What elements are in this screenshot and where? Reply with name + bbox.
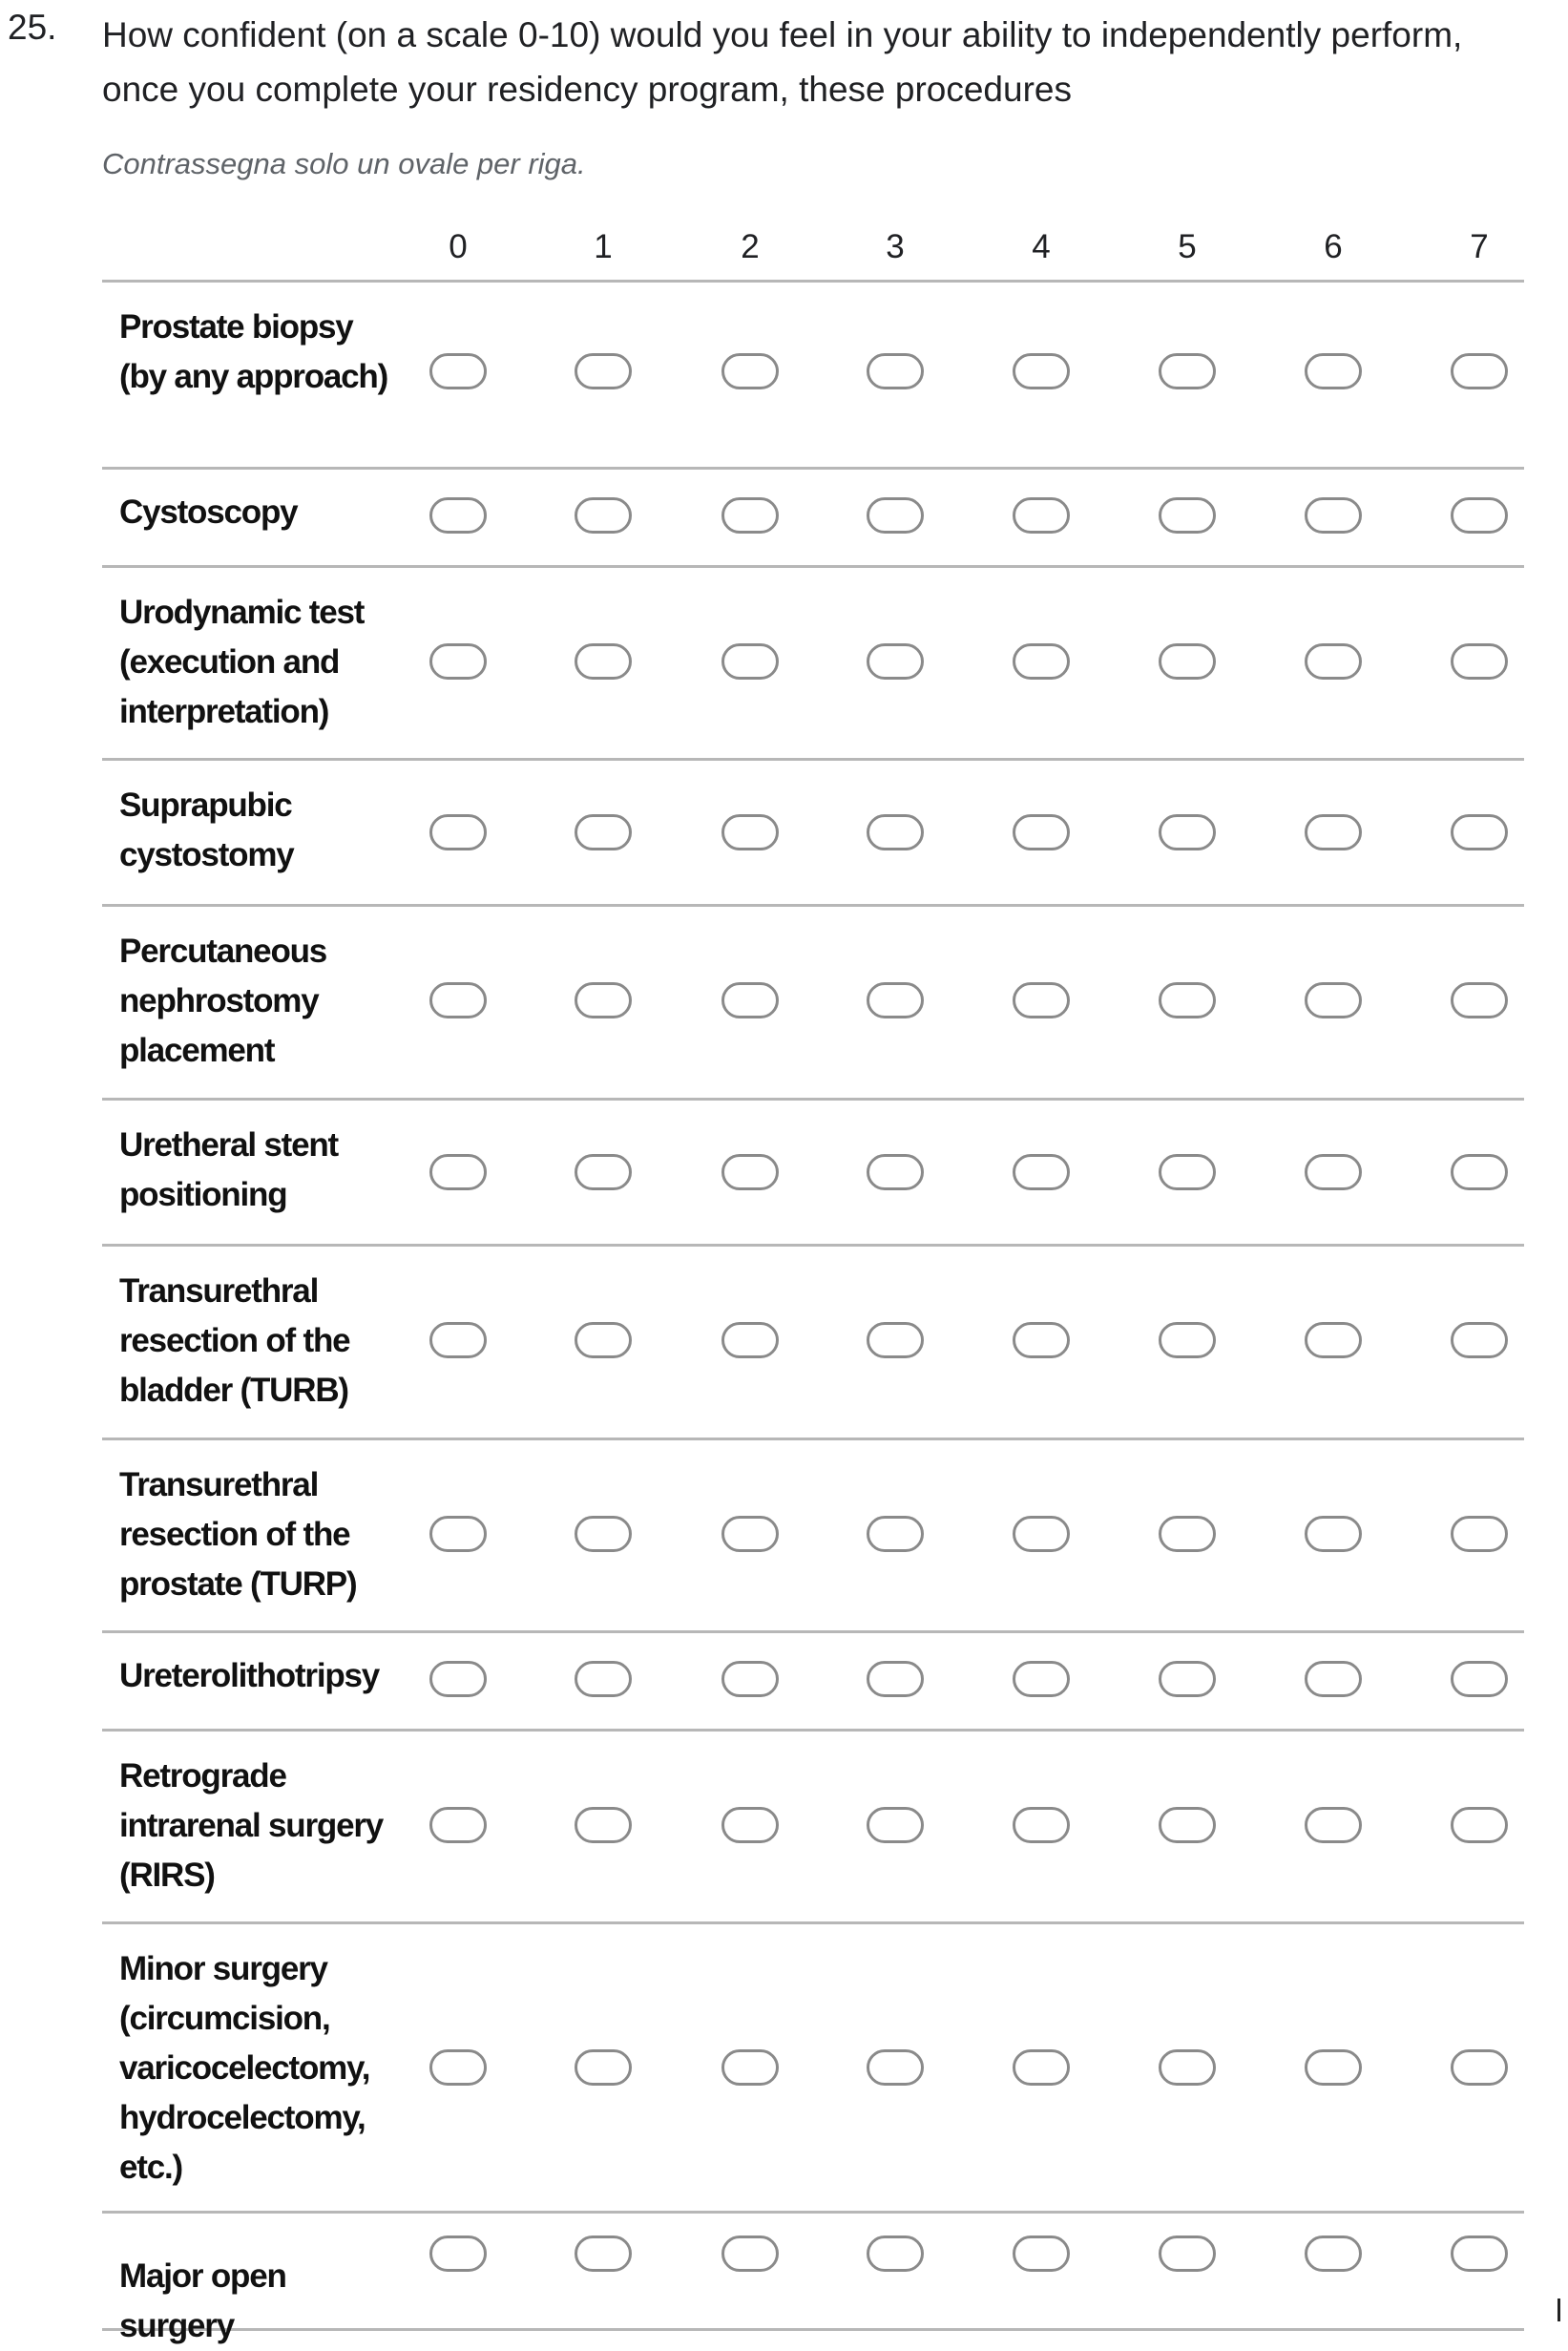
radio-oval-2[interactable] (721, 497, 779, 534)
radio-oval-0[interactable] (429, 2049, 487, 2086)
radio-oval-2[interactable] (721, 1661, 779, 1697)
radio-oval-5[interactable] (1159, 643, 1216, 680)
radio-oval-6[interactable] (1305, 814, 1362, 850)
radio-oval-7[interactable] (1451, 1322, 1508, 1358)
radio-oval-4[interactable] (1013, 814, 1070, 850)
grid-row (102, 1924, 1524, 2214)
radio-oval-6[interactable] (1305, 982, 1362, 1018)
radio-oval-4[interactable] (1013, 2049, 1070, 2086)
grid-row (102, 2214, 1524, 2344)
radio-oval-6[interactable] (1305, 2236, 1362, 2272)
radio-oval-0[interactable] (429, 1807, 487, 1843)
radio-oval-6[interactable] (1305, 1807, 1362, 1843)
radio-oval-5[interactable] (1159, 497, 1216, 534)
row-label: Retrograde intrarenal surgery (RIRS) (119, 1757, 384, 1894)
radio-oval-7[interactable] (1451, 814, 1508, 850)
radio-oval-4[interactable] (1013, 1807, 1070, 1843)
radio-oval-5[interactable] (1159, 1154, 1216, 1190)
radio-oval-0[interactable] (429, 1516, 487, 1552)
radio-oval-5[interactable] (1159, 1322, 1216, 1358)
grid-row (102, 283, 1524, 470)
radio-oval-7[interactable] (1451, 1516, 1508, 1552)
grid-row (102, 470, 1524, 568)
radio-oval-1[interactable] (575, 497, 632, 534)
radio-oval-0[interactable] (429, 1661, 487, 1697)
radio-oval-1[interactable] (575, 1807, 632, 1843)
row-label: Transurethral resection of the bladder (TURB) (119, 1272, 350, 1409)
radio-oval-4[interactable] (1013, 1516, 1070, 1552)
column-header-0: 0 (449, 228, 468, 265)
radio-oval-3[interactable] (867, 2236, 924, 2272)
row-label: Cystoscopy (119, 493, 298, 531)
radio-oval-0[interactable] (429, 1154, 487, 1190)
row-label: Minor surgery (circumcision, varicocelectomy, hydrocelectomy, etc.) (119, 1950, 370, 2186)
radio-oval-4[interactable] (1013, 643, 1070, 680)
row-label: Suprapubic cystostomy (119, 787, 294, 873)
radio-oval-3[interactable] (867, 1516, 924, 1552)
grid-row (102, 1633, 1524, 1732)
radio-oval-7[interactable] (1451, 2236, 1508, 2272)
row-label: Major open surgery (119, 2257, 286, 2344)
question-text: How confident (on a scale 0-10) would you feel in your ability to independently perform, once you complete your residency program, these procedures (102, 15, 1463, 109)
radio-oval-2[interactable] (721, 814, 779, 850)
grid-row (102, 1101, 1524, 1247)
radio-oval-4[interactable] (1013, 982, 1070, 1018)
radio-oval-7[interactable] (1451, 1154, 1508, 1190)
radio-oval-5[interactable] (1159, 1516, 1216, 1552)
radio-oval-7[interactable] (1451, 1807, 1508, 1843)
radio-oval-1[interactable] (575, 1661, 632, 1697)
radio-oval-1[interactable] (575, 1154, 632, 1190)
radio-oval-4[interactable] (1013, 1322, 1070, 1358)
radio-oval-7[interactable] (1451, 2049, 1508, 2086)
radio-oval-1[interactable] (575, 2236, 632, 2272)
radio-oval-6[interactable] (1305, 1154, 1362, 1190)
radio-oval-3[interactable] (867, 1661, 924, 1697)
radio-oval-1[interactable] (575, 643, 632, 680)
row-label: Prostate biopsy (by any approach) (119, 308, 388, 395)
radio-oval-3[interactable] (867, 353, 924, 389)
radio-oval-4[interactable] (1013, 1661, 1070, 1697)
radio-oval-6[interactable] (1305, 2049, 1362, 2086)
grid-row (102, 1440, 1524, 1633)
grid-row (102, 568, 1524, 761)
column-header-6: 6 (1324, 228, 1343, 265)
radio-oval-7[interactable] (1451, 1661, 1508, 1697)
radio-oval-5[interactable] (1159, 2236, 1216, 2272)
radio-oval-7[interactable] (1451, 643, 1508, 680)
radio-oval-5[interactable] (1159, 2049, 1216, 2086)
answer-hint: Contrassegna solo un ovale per riga. (102, 147, 586, 180)
radio-oval-1[interactable] (575, 2049, 632, 2086)
column-header-5: 5 (1178, 228, 1197, 265)
row-label: Percutaneous nephrostomy placement (119, 933, 327, 1069)
radio-oval-2[interactable] (721, 982, 779, 1018)
question-number: 25. (8, 8, 57, 47)
radio-oval-0[interactable] (429, 982, 487, 1018)
row-label: Urodynamic test (execution and interpretation) (119, 594, 365, 730)
grid-row (102, 1732, 1524, 1924)
radio-oval-0[interactable] (429, 497, 487, 534)
radio-oval-3[interactable] (867, 1322, 924, 1358)
radio-oval-6[interactable] (1305, 497, 1362, 534)
grid-row (102, 761, 1524, 907)
radio-oval-5[interactable] (1159, 814, 1216, 850)
radio-oval-5[interactable] (1159, 353, 1216, 389)
radio-oval-6[interactable] (1305, 353, 1362, 389)
radio-oval-2[interactable] (721, 353, 779, 389)
row-label: Transurethral resection of the prostate (TURP) (119, 1466, 357, 1603)
row-label: Uretheral stent positioning (119, 1126, 339, 1213)
grid-row (102, 907, 1524, 1101)
radio-oval-3[interactable] (867, 814, 924, 850)
radio-oval-0[interactable] (429, 2236, 487, 2272)
radio-oval-5[interactable] (1159, 982, 1216, 1018)
radio-oval-4[interactable] (1013, 353, 1070, 389)
radio-oval-7[interactable] (1451, 497, 1508, 534)
radio-oval-3[interactable] (867, 497, 924, 534)
radio-oval-3[interactable] (867, 982, 924, 1018)
grid-row (102, 1247, 1524, 1440)
radio-oval-0[interactable] (429, 814, 487, 850)
column-header-7: 7 (1470, 228, 1489, 265)
radio-oval-1[interactable] (575, 814, 632, 850)
radio-oval-2[interactable] (721, 2236, 779, 2272)
radio-oval-1[interactable] (575, 1322, 632, 1358)
radio-oval-7[interactable] (1451, 353, 1508, 389)
radio-oval-6[interactable] (1305, 1516, 1362, 1552)
radio-oval-0[interactable] (429, 643, 487, 680)
radio-oval-3[interactable] (867, 1154, 924, 1190)
radio-oval-2[interactable] (721, 1807, 779, 1843)
radio-oval-3[interactable] (867, 643, 924, 680)
radio-oval-6[interactable] (1305, 1322, 1362, 1358)
column-header-3: 3 (886, 228, 905, 265)
radio-oval-2[interactable] (721, 1154, 779, 1190)
stray-mark (1558, 2299, 1560, 2321)
radio-oval-0[interactable] (429, 1322, 487, 1358)
radio-oval-4[interactable] (1013, 1154, 1070, 1190)
grid-header (102, 205, 1524, 283)
radio-oval-5[interactable] (1159, 1661, 1216, 1697)
radio-oval-5[interactable] (1159, 1807, 1216, 1843)
radio-oval-4[interactable] (1013, 2236, 1070, 2272)
column-header-1: 1 (594, 228, 613, 265)
radio-oval-7[interactable] (1451, 982, 1508, 1018)
radio-oval-2[interactable] (721, 1322, 779, 1358)
grid-body (102, 283, 1524, 2344)
radio-oval-6[interactable] (1305, 1661, 1362, 1697)
row-label: Ureterolithotripsy (119, 1657, 380, 1694)
radio-oval-1[interactable] (575, 1516, 632, 1552)
radio-oval-2[interactable] (721, 643, 779, 680)
column-header-2: 2 (741, 228, 760, 265)
radio-oval-4[interactable] (1013, 497, 1070, 534)
radio-oval-0[interactable] (429, 353, 487, 389)
radio-oval-2[interactable] (721, 2049, 779, 2086)
radio-oval-2[interactable] (721, 1516, 779, 1552)
choice-grid (102, 205, 1524, 2344)
column-header-4: 4 (1032, 228, 1051, 265)
radio-oval-1[interactable] (575, 982, 632, 1018)
radio-oval-3[interactable] (867, 1807, 924, 1843)
radio-oval-3[interactable] (867, 2049, 924, 2086)
radio-oval-6[interactable] (1305, 643, 1362, 680)
radio-oval-1[interactable] (575, 353, 632, 389)
